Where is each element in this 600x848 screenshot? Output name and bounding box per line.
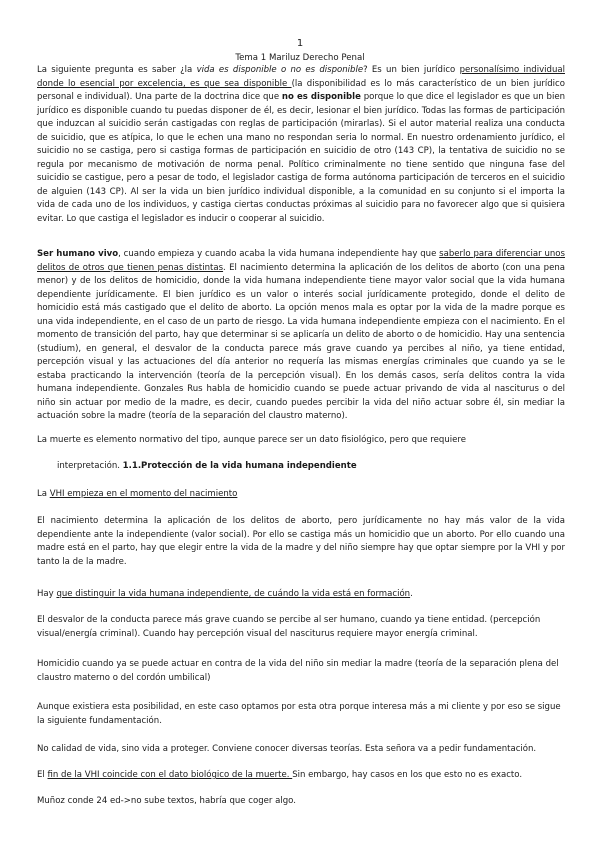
underlined-phrase: personalísimo individual donde lo esencial por excelencia, es que sea disponible <box>37 65 565 89</box>
paragraph-homicidio: Homicidio cuando ya se puede actuar en contra de la vida del niño sin mediar la madre (teoría de la separación plena del claustro materno o del cordón umbilical) <box>37 659 559 683</box>
text-run: La <box>37 489 50 499</box>
paragraph-disponibilidad <box>37 64 565 226</box>
italic-question: vida es disponible o no es disponible <box>196 65 364 75</box>
document-title: Tema 1 Mariluz Derecho Penal <box>235 53 365 63</box>
text-run: interpretación. <box>57 461 123 471</box>
underlined-phrase: VHI empieza en el momento del nacimiento <box>49 489 238 499</box>
text-run: (la disponibilidad es lo más característico de un bien jurídico personal e individual). Una parte de la doctrina dice que <box>37 78 565 102</box>
paragraph-calidad-vida: No calidad de vida, sino vida a proteger. Conviene conocer diversas teorías. Esta señora va a pedir fundamentación. <box>37 744 537 754</box>
underlined-phrase: saberlo para diferenciar unos delitos de otros que tienen penas distintas <box>37 249 565 273</box>
bold-phrase: Ser humano vivo <box>37 249 119 259</box>
text-run: porque lo que dice el legislador es que un bien jurídico es disponible cuando tu puedas disponer de él, es decir, lesionar el bien jurídico. Todas las formas de participación que induzcan al suicidio serán castigadas con reglas de participación (mirarlas). Si el autor material realiza una conducta de suicidio, que es atípica, lo que le echen una mano no respondan seria lo normal. En nuestro ordenamiento jurídico, el suicidio no se castiga, pero si castiga formas de participación en suicidio de otro (143 CP), la tentativa de suicidio no se regula por mecanismo de motivación de norma penal. Político criminalmente no tiene sentido que ninguna fase del suicidio se castigue, pero a pesar de todo, el legislador castiga de forma autónoma participación de terceros en el suicidio de alguien (143 CP). Al ser la vida un bien jurídico individual disponible, a la comunidad en su conjunto si el importa la vida de cada uno de los individuos, y castiga ciertas conductas próximas al suicidio para no favorecer algo que si quisiera evitar. Lo que castiga el legislador es inducir o cooperar al suicidio. <box>37 92 566 224</box>
paragraph-ser-humano-vivo <box>37 248 565 424</box>
section-heading: 1.1.Protección de la vida humana independiente <box>122 461 357 471</box>
paragraph-posibilidad: Aunque existiera esta posibilidad, en este caso optamos por esta otra porque interesa más a mi cliente y por eso se sigue la siguiente fundamentación. <box>37 702 561 726</box>
text-run: . El nacimiento determina la aplicación de los delitos de aborto (con una pena menor) y de los delitos de homicidio, donde la vida humana independiente tiene mayor valor social que la vida humana dependiente jurídicamente. El bien jurídico es un valor o interés social jurídicamente protegido, donde el delito de homicidio está más castigado que el delito de aborto. La opción menos mala es optar por la vida de la madre porque es una vida independiente, en el caso de un parto de riesgo. La vida humana independiente empieza con el nacimiento. En el momento de transición del parto, hay que determinar si se aplicaría un delito de aborto o de homicidio. Hay una sentencia (studium), en general, el desvalor de la conducta parece más grave cuando ya percibes al niño, ya tiene entidad, percepción visual y las actuaciones del día anterior no requería las mismas energías criminales que cuando ya se le estaba practicando la intervención (teoría de la percepción visual). En los demás casos, sería delitos contra la vida humana independiente. Gonzales Rus habla de homicidio cuando se puede actuar privando de vida al nasciturus o del niño sin actuar por medio de la madre, es decir, cuando puedes percibir la vida del niño actuar sobre él, sin mediar la actuación sobre la madre (teoría de la separación del claustro materno). <box>37 262 565 421</box>
page-number: 1 <box>296 38 304 49</box>
paragraph-fin-vhi <box>37 769 565 783</box>
paragraph-desvalor: El desvalor de la conducta parece más grave cuando se percibe al ser humano, cuando ya tiene entidad. (percepción visual/energía criminal). Cuando hay percepción visual del nasciturus requiere mayor energía criminal. <box>37 615 541 639</box>
paragraph-muerte: La muerte es elemento normativo del tipo, aunque parece ser un dato fisiológico, pero que requiere <box>37 435 466 445</box>
text-run: , cuando empieza y cuando acaba la vida humana independiente hay que <box>118 249 440 259</box>
text-run: La siguiente pregunta es saber ¿la <box>37 65 197 75</box>
paragraph-distinguir <box>37 588 565 602</box>
text-run: . <box>410 589 413 599</box>
text-run: ? Es un bien jurídico <box>363 65 460 75</box>
paragraph-vhi-inicio <box>37 488 565 502</box>
underlined-phrase: fin de la VHI coincide con el dato biológico de la muerte. <box>47 770 293 780</box>
paragraph-munoz-conde: Muñoz conde 24 ed->no sube textos, habría que coger algo. <box>37 796 296 806</box>
text-run: Sin embargo, hay casos en los que esto no es exacto. <box>292 770 523 780</box>
paragraph-nacimiento: El nacimiento determina la aplicación de los delitos de aborto, pero jurídicamente no hay más valor de la vida dependiente ante la independiente (valor social). Por ello se castiga más un homicidio que un aborto. Por ello cuando una madre está en el parto, hay que elegir entre la vida de la madre y del niño siempre hay que optar siempre por la VHI y por tanto la de la madre. <box>37 516 565 567</box>
section-heading-line <box>57 460 357 474</box>
text-run: El <box>37 770 48 780</box>
underlined-phrase: que distinguir la vida humana independiente, de cuándo la vida está en formación <box>56 589 411 599</box>
text-run: Hay <box>37 589 57 599</box>
bold-phrase: no es disponible <box>281 92 361 102</box>
